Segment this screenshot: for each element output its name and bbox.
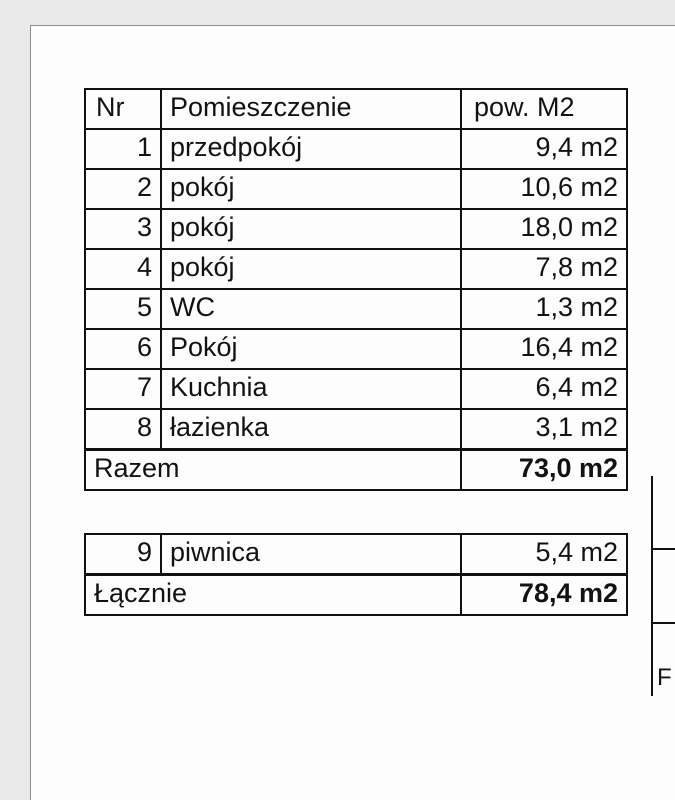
table-row: [85, 534, 627, 575]
table-header-row: [85, 89, 627, 129]
cell-nr: 3: [85, 209, 161, 249]
basement-total-table: [84, 533, 628, 616]
subtotal-area: 73,0 m2: [461, 450, 627, 491]
subtotal-row: [85, 450, 627, 491]
cell-nr: 9: [85, 534, 161, 575]
cell-area: 5,4 m2: [461, 534, 627, 575]
table-row: [85, 129, 627, 169]
cell-nr: 8: [85, 409, 161, 450]
cell-room: Pokój: [161, 329, 461, 369]
column-header-area: pow. M2: [461, 89, 627, 129]
cell-area: 18,0 m2: [461, 209, 627, 249]
edge-table-row: [653, 476, 675, 550]
cell-room: Kuchnia: [161, 369, 461, 409]
cell-room: pokój: [161, 169, 461, 209]
cell-area: 10,6 m2: [461, 169, 627, 209]
column-header-nr: Nr: [85, 89, 161, 129]
cell-room: piwnica: [161, 534, 461, 575]
grand-total-row: [85, 575, 627, 616]
cell-nr: 5: [85, 289, 161, 329]
room-area-table: [84, 88, 628, 491]
edge-table-fragment: [651, 476, 675, 696]
cell-nr: 4: [85, 249, 161, 289]
table-row: [85, 249, 627, 289]
table-row: [85, 169, 627, 209]
cell-area: 1,3 m2: [461, 289, 627, 329]
cell-room: przedpokój: [161, 129, 461, 169]
table-row: [85, 209, 627, 249]
cell-room: pokój: [161, 209, 461, 249]
grand-total-area: 78,4 m2: [461, 575, 627, 616]
cell-nr: 6: [85, 329, 161, 369]
grand-total-label: Łącznie: [85, 575, 461, 616]
cell-area: 3,1 m2: [461, 409, 627, 450]
column-header-room: Pomieszczenie: [161, 89, 461, 129]
cell-area: 6,4 m2: [461, 369, 627, 409]
table-row: [85, 289, 627, 329]
cell-area: 16,4 m2: [461, 329, 627, 369]
table-row: [85, 329, 627, 369]
room-area-table-container: [84, 88, 626, 491]
edge-table-row: [653, 624, 675, 696]
cell-nr: 1: [85, 129, 161, 169]
cell-room: łazienka: [161, 409, 461, 450]
cell-nr: 7: [85, 369, 161, 409]
cell-nr: 2: [85, 169, 161, 209]
edge-table-row: [653, 550, 675, 624]
cell-area: 9,4 m2: [461, 129, 627, 169]
table-row: [85, 409, 627, 450]
cell-room: pokój: [161, 249, 461, 289]
subtotal-label: Razem: [85, 450, 461, 491]
table-row: [85, 369, 627, 409]
cell-room: WC: [161, 289, 461, 329]
edge-table-glyph: F: [657, 664, 672, 691]
basement-total-table-container: [84, 533, 626, 616]
cell-area: 7,8 m2: [461, 249, 627, 289]
